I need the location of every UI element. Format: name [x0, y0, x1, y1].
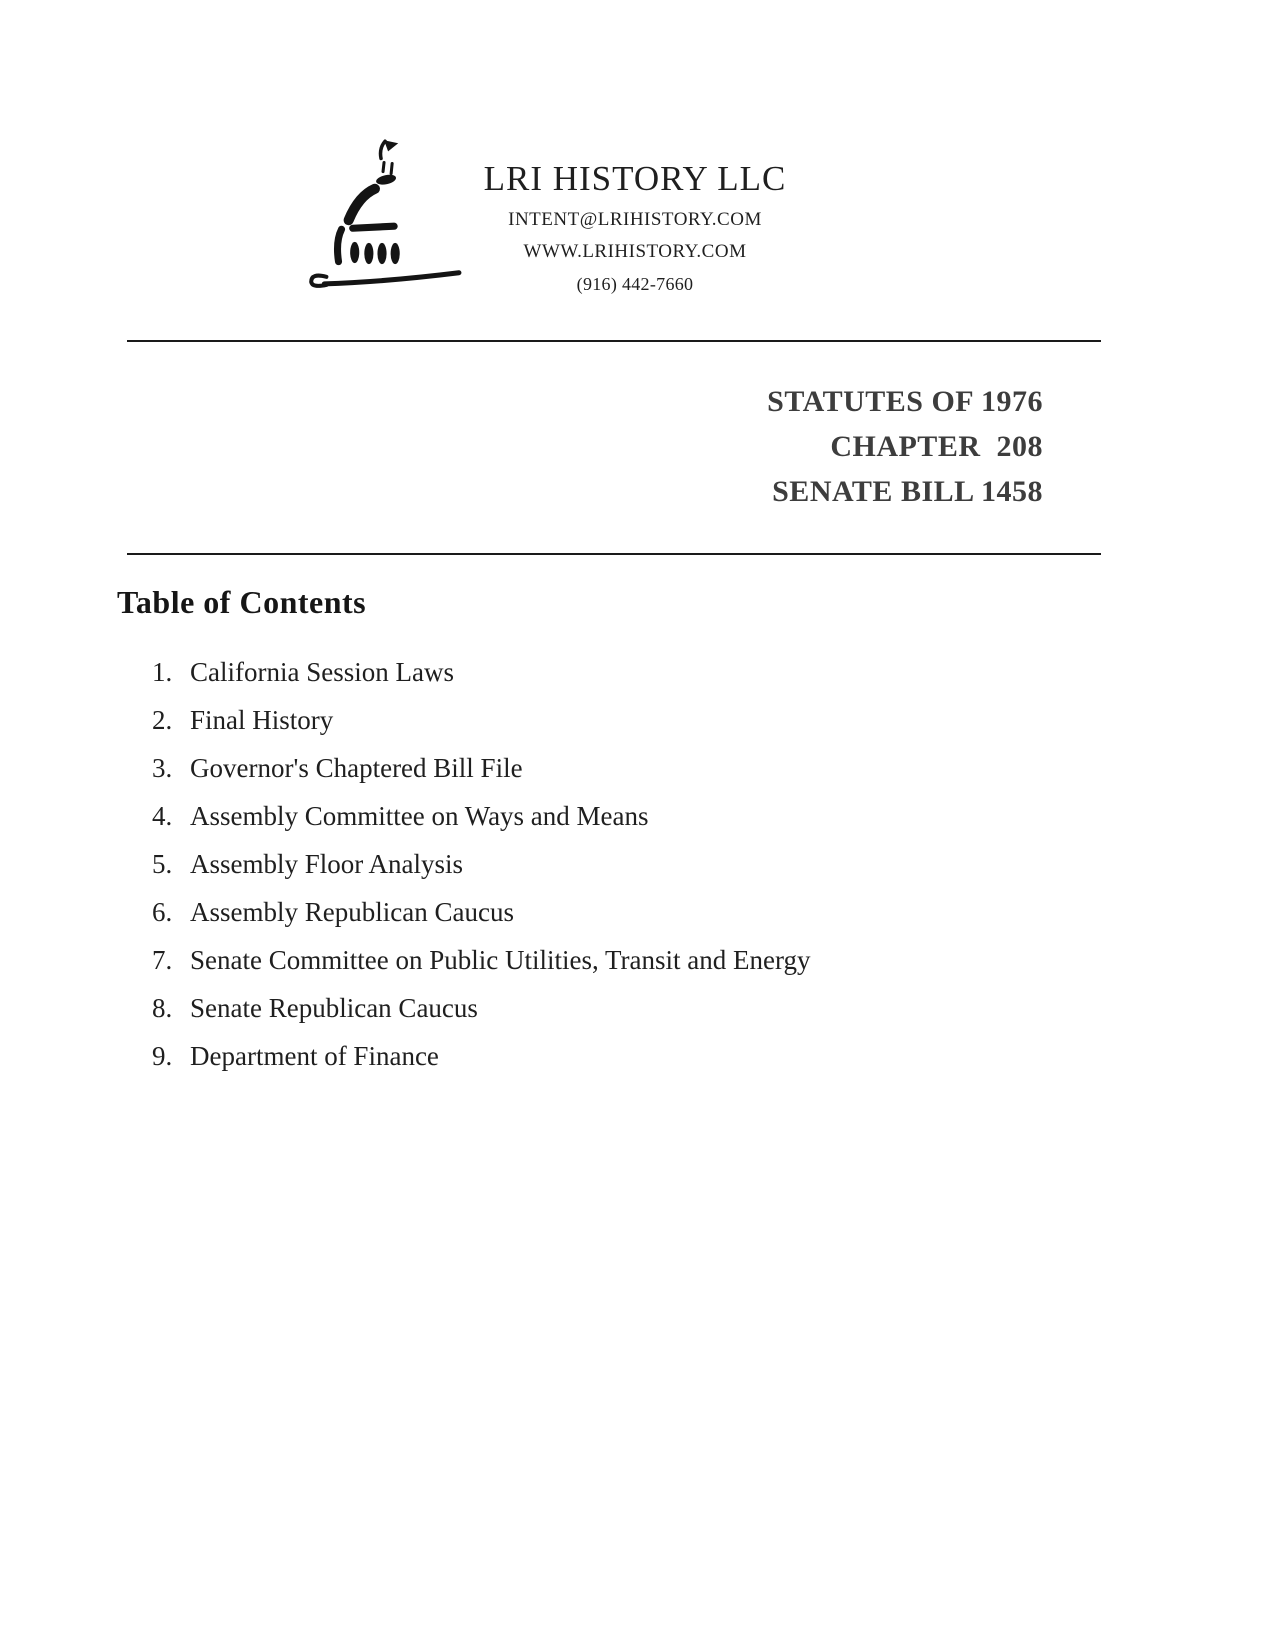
toc-item-number: 7.	[152, 945, 173, 975]
toc-item-number: 3.	[152, 753, 173, 783]
toc-item-label: Department of Finance	[190, 1041, 439, 1071]
toc-item-number: 9.	[152, 1041, 173, 1071]
statute-reference-block	[767, 379, 1043, 514]
company-email: INTENT@LRIHISTORY.COM	[508, 209, 762, 230]
toc-item-number: 1.	[152, 657, 173, 687]
toc-item-number: 8.	[152, 993, 173, 1023]
toc-list	[152, 648, 810, 1080]
toc-item-number: 2.	[152, 705, 173, 735]
toc-item	[152, 840, 810, 888]
capitol-dome-logo	[294, 127, 466, 289]
chapter-line: CHAPTER 208	[830, 430, 1043, 463]
horizontal-rule-top	[127, 340, 1101, 342]
toc-item-label: Governor's Chaptered Bill File	[190, 753, 523, 783]
statutes-line: STATUTES OF 1976	[767, 385, 1043, 418]
toc-item	[152, 1032, 810, 1080]
company-name: LRI HISTORY LLC	[483, 159, 787, 198]
toc-item	[152, 648, 810, 696]
toc-item-label: Assembly Republican Caucus	[190, 897, 514, 927]
toc-item-label: Senate Committee on Public Utilities, Transit and Energy	[190, 945, 811, 975]
toc-item-label: Senate Republican Caucus	[190, 993, 478, 1023]
toc-item	[152, 984, 810, 1032]
toc-item	[152, 792, 810, 840]
toc-item	[152, 744, 810, 792]
toc-heading: Table of Contents	[117, 584, 367, 620]
toc-item-number: 5.	[152, 849, 173, 879]
horizontal-rule-bottom	[127, 553, 1101, 555]
toc-item-number: 6.	[152, 897, 173, 927]
company-website: WWW.LRIHISTORY.COM	[523, 241, 747, 262]
letterhead	[455, 157, 815, 300]
toc-item-label: Final History	[190, 705, 334, 735]
senate-bill-line: SENATE BILL 1458	[772, 475, 1043, 508]
toc-item	[152, 888, 810, 936]
company-phone: (916) 442-7660	[576, 274, 694, 294]
toc-item	[152, 936, 810, 984]
toc-item-label: California Session Laws	[190, 657, 454, 687]
toc-item	[152, 696, 810, 744]
toc-item-number: 4.	[152, 801, 173, 831]
toc-item-label: Assembly Committee on Ways and Means	[190, 801, 649, 831]
toc-item-label: Assembly Floor Analysis	[190, 849, 464, 879]
